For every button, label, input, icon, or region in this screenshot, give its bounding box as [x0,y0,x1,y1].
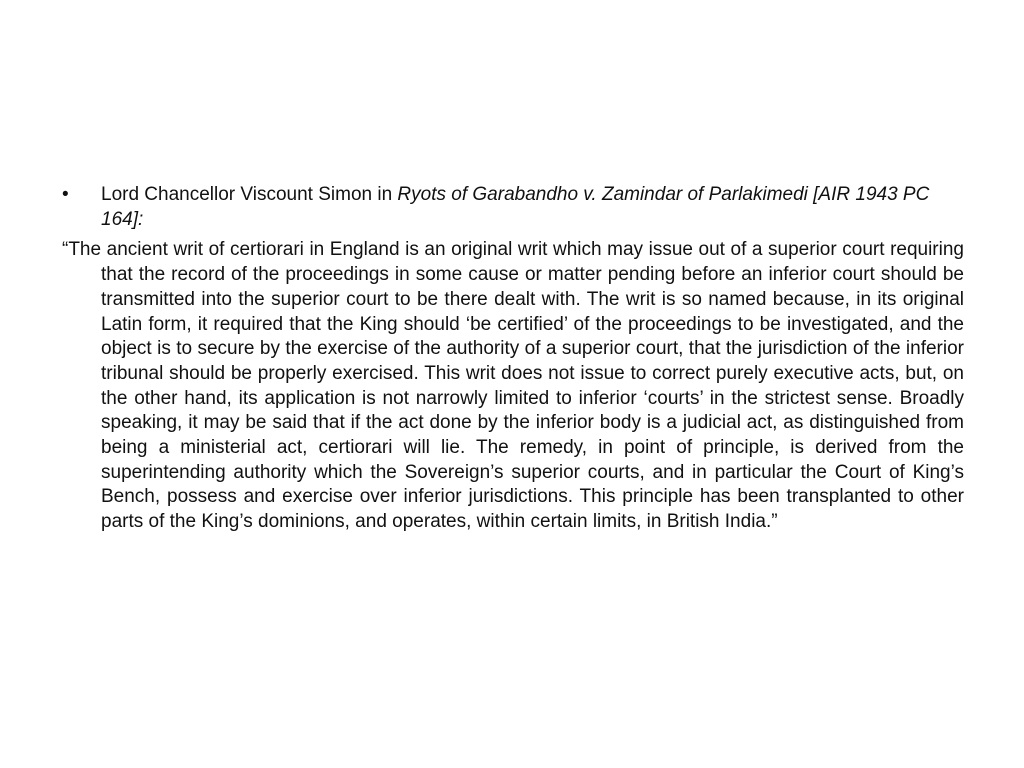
case-name: Ryots of Garabandho v. Zamindar of Parlakimedi [397,184,808,205]
bullet-text: Lord Chancellor Viscount Simon in [101,184,398,205]
slide-content [62,183,964,535]
bullet-item [62,183,964,232]
quote-paragraph: “The ancient writ of certiorari in England is an original writ which may issue out of a superior court requiring that the record of the proceedings in some cause or matter pending before an inferior court should be transmitted into the superior court to be there dealt with. The writ is so named because, in its original Latin form, it required that the King should ‘be certified’ of the proceedings to be investigated, and the object is to secure by the exercise of the authority of a superior court, that the jurisdiction of the inferior tribunal should be properly exercised. This writ does not issue to correct purely executive acts, but, on the other hand, its application is not narrowly limited to inferior ‘courts’ in the strictest sense. Broadly speaking, it may be said that if the act done by the inferior body is a judicial act, as distinguished from being a ministerial act, certiorari will lie. The remedy, in point of principle, is derived from the superintending authority which the Sovereign’s superior courts, and in particular the Court of King’s Bench, possess and exercise over inferior jurisdictions. This principle has been transplanted to other parts of the King’s dominions, and operates, within certain limits, in British India.” [62,239,964,533]
bullet-icon: • [62,184,69,205]
case-citation: [AIR 1943 PC 164]: [101,184,930,230]
